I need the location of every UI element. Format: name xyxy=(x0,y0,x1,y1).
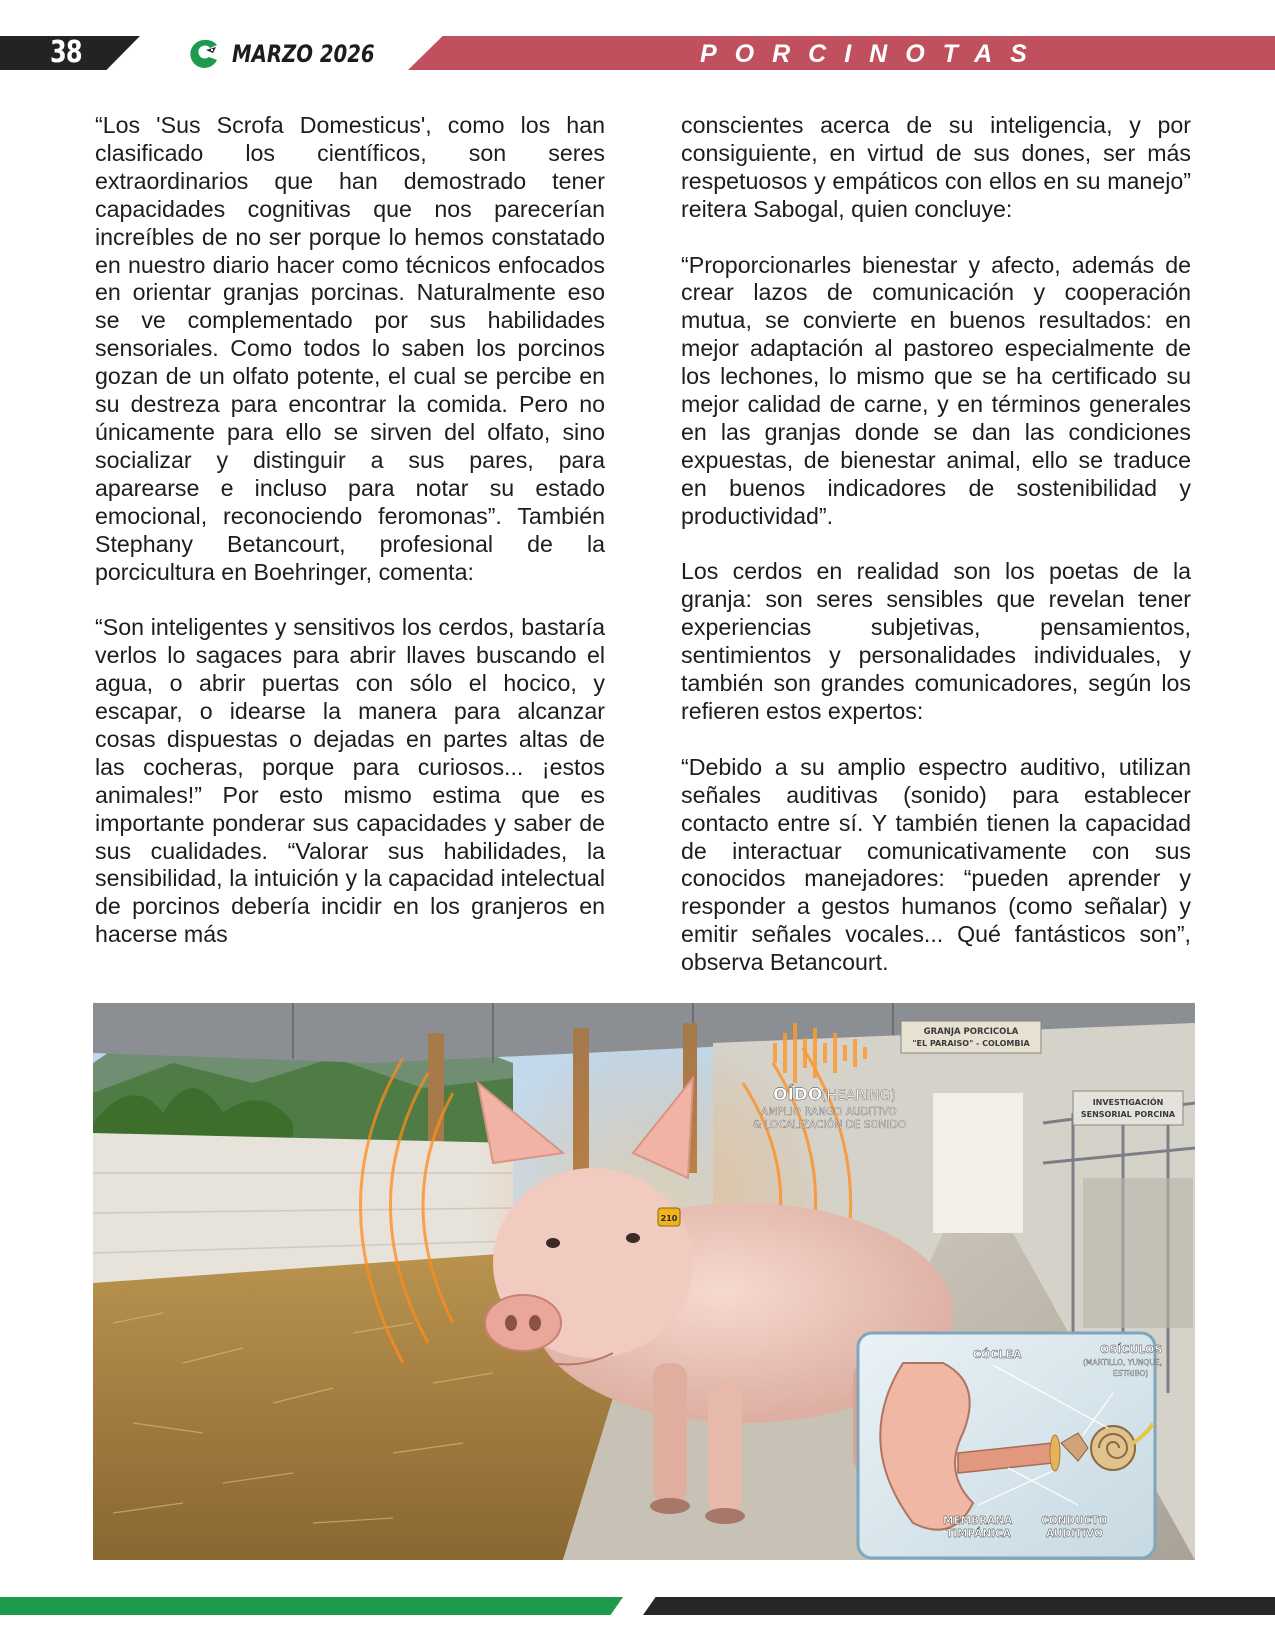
article-column-right xyxy=(681,112,1191,1005)
footer-bar-dark xyxy=(643,1597,1275,1615)
farm-sign xyxy=(901,1021,1041,1053)
label-osiculos-sub1: (MARTILLO, YUNQUE, xyxy=(1083,1358,1162,1367)
issue-date: MARZO 2026 xyxy=(232,40,375,68)
footer-bar-green xyxy=(0,1597,623,1615)
label-conducto-1: CONDUCTO xyxy=(1041,1515,1108,1527)
page-number: 38 xyxy=(50,35,82,70)
article-column-left xyxy=(95,112,605,977)
farm-sign-line2: "EL PARAISO" - COLOMBIA xyxy=(912,1039,1030,1048)
research-sign xyxy=(1073,1091,1183,1125)
label-osiculos-sub2: ESTRIBO) xyxy=(1113,1369,1149,1378)
ear-tag-number: 210 xyxy=(660,1214,678,1223)
paragraph: “Son inteligentes y sensitivos los cerdos, bastaría verlos lo sagaces para abrir llaves buscando el agua, o abrir puertas con sólo el hocico, y escapar, o idearse la manera para alcanzar cosas dispuestas o dejadas en partes altas de las cocheras, porque para curiosos... ¡estos animales!” Por esto mismo estima que es importante ponderar sus capacidades y saber de sus cualidades. “Valorar sus habilidades, la sensibilidad, la intuición y la capacidad intelectual de porcinos debería incidir en los granjeros en hacerse más xyxy=(95,614,605,948)
label-membrana-1: MEMBRANA xyxy=(943,1515,1013,1527)
section-title: PORCINOTAS xyxy=(700,40,1045,68)
farm-sign-line1: GRANJA PORCICOLA xyxy=(923,1027,1019,1037)
corridor-door xyxy=(933,1093,1023,1233)
hearing-title: OÍDO xyxy=(773,1085,823,1105)
paragraph: conscientes acerca de su inteligencia, y por consiguiente, en virtud de sus dones, ser más respetuosos y empáticos con ellos en su manejo” reitera Sabogal, quien concluye: xyxy=(681,112,1191,222)
paragraph: “Debido a su amplio espectro auditivo, utilizan señales auditivas (sonido) para establecer contacto entre sí. Y también tienen la capacidad de interactuar comunicativamente con sus conocidos manejadores: “pueden aprender y responder a gestos humanos (como señalar) y emitir señales vocales... Qué fantásticos son”, observa Betancourt. xyxy=(681,753,1191,976)
hearing-subtitle-1: AMPLIO RANGO AUDITIVO xyxy=(761,1106,897,1118)
paragraph: Los cerdos en realidad son los poetas de la granja: son seres sensibles que revelan tener experiencias subjetivas, pensamientos, sentimientos y personalidades individuales, y también son grandes comunicadores, según los refieren estos expertos: xyxy=(681,558,1191,724)
research-sign-line1: INVESTIGACIÓN xyxy=(1092,1098,1164,1107)
hearing-subtitle-2: & LOCALIZACIÓN DE SONIDO xyxy=(753,1119,907,1131)
hearing-title-en: (HEARING) xyxy=(821,1088,897,1104)
label-coclea: CÓCLEA xyxy=(973,1348,1022,1361)
paragraph: “Los 'Sus Scrofa Domesticus', como los han clasificado los científicos, son seres extraordinarios que han demostrado tener capacidades cognitivas que nos parecerían increíbles de no ser porque lo hemos constatado en nuestro diario hacer como técnicos enfocados en orientar granjas porcinas. Naturalmente eso se ve complementado por sus habilidades sensoriales. Como todos lo saben los porcinos gozan de un olfato potente, el cual se percibe en su destreza para encontrar la comida. Pero no únicamente para ello se sirven del olfato, sino socializar y distinguir a sus pares, para aparearse e incluso para notar su estado emocional, reconociendo feromonas”. También Stephany Betancourt, profesional de la porcicultura en Boehringer, comenta: xyxy=(95,112,605,585)
pig-hearing-illustration xyxy=(93,1003,1195,1560)
research-sign-line2: SENSORIAL PORCINA xyxy=(1080,1110,1176,1119)
label-conducto-2: AUDITIVO xyxy=(1046,1528,1103,1540)
label-membrana-2: TIMPÁNICA xyxy=(946,1528,1011,1540)
paragraph: “Proporcionarles bienestar y afecto, además de crear lazos de comunicación y cooperación mutua, se convierte en buenos resultados: en mejor adaptación al pastoreo especialmente de los lechones, lo mismo que se ha certificado su mejor calidad de carne, y en términos generales en las granjas donde se dan las condiciones expuestas, de bienestar animal, ello se traduce en buenos indicadores de sostenibilidad y productividad”. xyxy=(681,251,1191,529)
label-osiculos: OSÍCULOS xyxy=(1100,1343,1163,1356)
magazine-logo-icon xyxy=(188,38,220,70)
